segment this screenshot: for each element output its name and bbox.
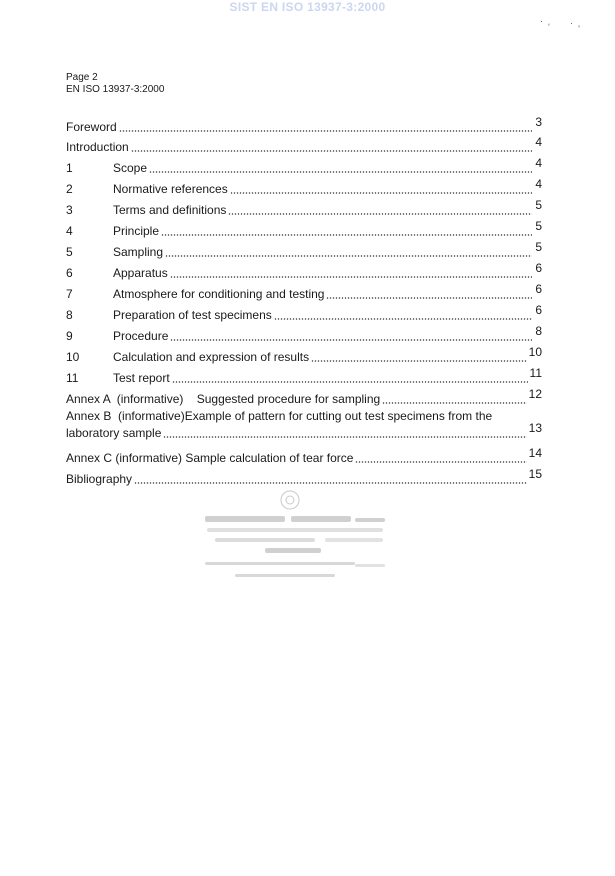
toc-title: Bibliography bbox=[66, 472, 133, 486]
toc-number: 11 bbox=[66, 371, 79, 385]
toc-number: 1 bbox=[66, 161, 73, 175]
toc-title: Annex C (informative) Sample calculation of tear force bbox=[66, 451, 354, 465]
toc-page: 6 bbox=[535, 261, 542, 275]
toc-page: 3 bbox=[535, 115, 542, 129]
toc-row-annex-a[interactable] bbox=[66, 386, 542, 406]
toc-title: Atmosphere for conditioning and testing bbox=[113, 287, 325, 301]
toc-title: Apparatus bbox=[113, 266, 168, 280]
toc-page: 8 bbox=[535, 324, 542, 338]
toc-number: 2 bbox=[66, 182, 73, 196]
leader-dots bbox=[165, 244, 532, 257]
toc-page: 12 bbox=[528, 387, 542, 401]
toc-page: 13 bbox=[528, 421, 542, 435]
toc-title-line2-wrap bbox=[66, 421, 542, 440]
toc-page: 5 bbox=[535, 219, 542, 233]
toc-number: 3 bbox=[66, 203, 73, 217]
toc-page: 11 bbox=[529, 366, 542, 380]
toc-page: 5 bbox=[535, 240, 542, 254]
leader-dots bbox=[230, 181, 532, 194]
toc-row-principle[interactable] bbox=[66, 218, 542, 238]
toc-number: 6 bbox=[66, 266, 73, 280]
toc-number: 7 bbox=[66, 287, 73, 301]
toc-number: 4 bbox=[66, 224, 73, 238]
toc-page: 5 bbox=[535, 198, 542, 212]
toc-row-foreword[interactable] bbox=[66, 114, 542, 134]
toc-row-sampling[interactable] bbox=[66, 239, 542, 259]
toc-row-calculation[interactable] bbox=[66, 344, 542, 364]
toc-number: 8 bbox=[66, 308, 73, 322]
toc-number: 5 bbox=[66, 245, 73, 259]
leader-dots bbox=[228, 202, 532, 215]
leader-dots bbox=[134, 471, 527, 484]
toc-title: Calculation and expression of results bbox=[113, 350, 310, 364]
leader-dots bbox=[163, 425, 526, 438]
toc-page: 6 bbox=[535, 303, 542, 317]
leader-dots bbox=[326, 286, 532, 299]
leader-dots bbox=[149, 160, 532, 173]
toc-row-normative-references[interactable] bbox=[66, 176, 542, 196]
leader-dots bbox=[274, 307, 532, 320]
toc-title: Terms and definitions bbox=[113, 203, 227, 217]
toc-row-atmosphere[interactable] bbox=[66, 281, 542, 301]
toc-page: 4 bbox=[535, 156, 542, 170]
toc-row-introduction[interactable] bbox=[66, 134, 542, 154]
toc-title: Annex A (informative) Suggested procedure for sampling bbox=[66, 392, 381, 406]
toc-page: 10 bbox=[528, 345, 542, 359]
leader-dots bbox=[355, 450, 526, 463]
toc-title: Preparation of test specimens bbox=[113, 308, 272, 322]
toc-page: 6 bbox=[535, 282, 542, 296]
toc-row-scope[interactable] bbox=[66, 155, 542, 175]
scan-specks: · ‘ · ’ bbox=[540, 16, 580, 34]
leader-dots bbox=[172, 370, 528, 383]
toc-title: Principle bbox=[113, 224, 160, 238]
toc-row-annex-c[interactable] bbox=[66, 445, 542, 465]
document-id: EN ISO 13937-3:2000 bbox=[66, 84, 165, 95]
leader-dots bbox=[311, 349, 527, 362]
toc-title-line2: laboratory sample bbox=[66, 426, 162, 440]
toc-page: 15 bbox=[528, 467, 542, 481]
toc-title: Procedure bbox=[113, 329, 169, 343]
toc-row-procedure[interactable] bbox=[66, 323, 542, 343]
toc-row-test-report[interactable] bbox=[66, 365, 542, 385]
toc-page: 4 bbox=[535, 177, 542, 191]
leader-dots bbox=[119, 119, 532, 132]
toc-title-line1: Annex B (informative)Example of pattern for cutting out test specimens from the bbox=[66, 408, 493, 423]
leader-dots bbox=[131, 139, 532, 152]
toc-row-terms-and-definitions[interactable] bbox=[66, 197, 542, 217]
toc-title: Sampling bbox=[113, 245, 164, 259]
toc-row-apparatus[interactable] bbox=[66, 260, 542, 280]
leader-dots bbox=[161, 223, 532, 236]
toc-title: Foreword bbox=[66, 120, 117, 134]
stamp-smudged-text bbox=[205, 516, 385, 577]
page-number-label: Page 2 bbox=[66, 72, 98, 83]
leader-dots bbox=[170, 265, 532, 278]
toc-number: 9 bbox=[66, 329, 73, 343]
toc-title: Scope bbox=[113, 161, 148, 175]
toc-number: 10 bbox=[66, 350, 80, 364]
leader-dots bbox=[170, 328, 532, 341]
toc-title: Normative references bbox=[113, 182, 228, 196]
toc-title: Test report bbox=[113, 371, 170, 385]
toc-page: 14 bbox=[528, 446, 542, 460]
page-header bbox=[66, 72, 164, 96]
faded-stamp-graphic bbox=[205, 488, 395, 588]
watermark-header: SIST EN ISO 13937-3:2000 bbox=[229, 0, 386, 14]
toc-title: Introduction bbox=[66, 140, 129, 154]
toc-page: 4 bbox=[535, 135, 542, 149]
leader-dots bbox=[382, 391, 526, 404]
toc-row-annex-b[interactable] bbox=[66, 406, 542, 440]
stamp-emblem bbox=[281, 491, 299, 509]
toc-row-preparation[interactable] bbox=[66, 302, 542, 322]
toc-row-bibliography[interactable] bbox=[66, 466, 542, 486]
